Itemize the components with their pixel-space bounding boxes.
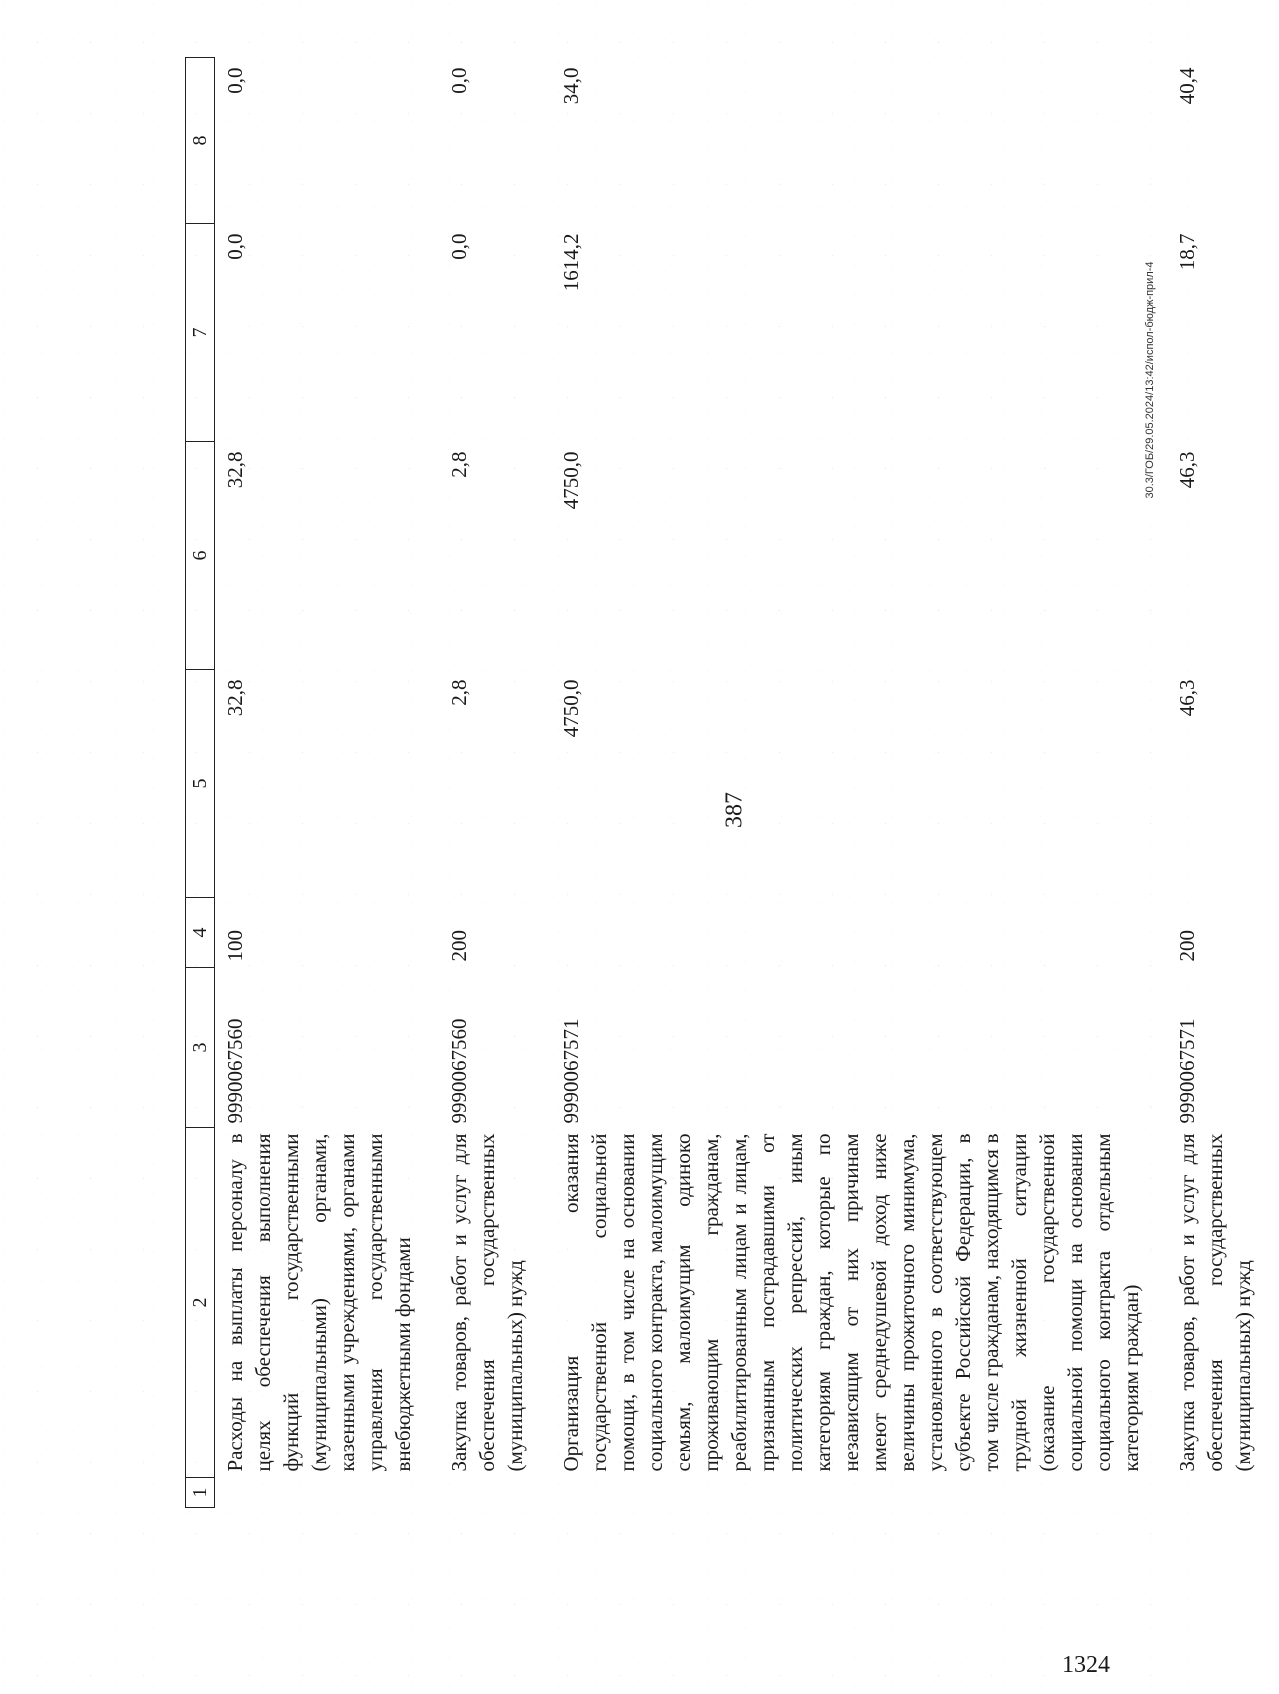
header-col-8: 8 xyxy=(186,58,215,224)
row-value-8: 0,0 xyxy=(223,67,247,94)
row-type: 200 xyxy=(447,930,471,962)
row-type: 100 xyxy=(223,930,247,962)
row-col1 xyxy=(551,1478,1167,1508)
row-name: Закупка товаров, работ и услуг для обеспечения государственных (муниципальных) нужд xyxy=(447,1133,527,1472)
row-name: Организация оказания государственной социальной помощи, в том числе на основании социального контракта, малоимущим семьям, малоимущим одиноко проживающим гражданам, реабилитированным лицам и лицам, признанным пострадавшими от политических репрессий, иным категориям граждан, которые по независящим от них причинам имеют среднедушевой доход ниже величины прожиточного минимума, установленного в соответствующем субъекте Российской Федерации, в том числе гражданам, находящимся в трудной жизненной ситуации (оказание государственной социальной помощи на основании социального контракта отдельным категориям граждан) xyxy=(559,1133,1143,1472)
row-value-7: 1614,2 xyxy=(559,233,583,292)
row-value-5: 32,8 xyxy=(223,679,247,717)
header-col-2: 2 xyxy=(186,1128,215,1478)
row-value-5: 2,8 xyxy=(447,679,471,706)
row-value-6: 2,8 xyxy=(447,451,471,478)
row-type xyxy=(551,898,1167,968)
header-col-3: 3 xyxy=(186,968,215,1128)
header-col-1: 1 xyxy=(186,1478,215,1508)
page-number-top: 387 xyxy=(721,792,748,828)
row-code: 9990067571 xyxy=(1175,1018,1199,1124)
table-header-row xyxy=(186,58,215,1508)
row-value-6: 46,3 xyxy=(1175,451,1199,489)
row-value-8: 0,0 xyxy=(447,67,471,94)
row-name: Закупка товаров, работ и услуг для обеспечения государственных (муниципальных) нужд xyxy=(1175,1133,1255,1472)
document-footer-path: 30.3/ГОБ/29.05.2024/13:42/испол-бюдж-прил-4 xyxy=(1144,261,1156,499)
row-code: 9990067571 xyxy=(559,1018,583,1124)
row-code: 9990067560 xyxy=(223,1018,247,1124)
row-value-6: 32,8 xyxy=(223,451,247,489)
row-col1 xyxy=(439,1478,551,1508)
row-value-8: 34,0 xyxy=(559,67,583,105)
row-value-7: 0,0 xyxy=(447,233,471,260)
table-row xyxy=(1167,58,1279,1508)
row-col1 xyxy=(1167,1478,1279,1508)
row-value-6: 4750,0 xyxy=(559,451,583,510)
header-col-4: 4 xyxy=(186,898,215,968)
header-col-6: 6 xyxy=(186,442,215,670)
row-type: 200 xyxy=(1175,930,1199,962)
row-value-7: 0,0 xyxy=(223,233,247,260)
row-name: Расходы на выплаты персоналу в целях обеспечения выполнения функций государственными (муниципальными) органами, казенными учреждениями, органами управления государственными внебюджетными фондами xyxy=(223,1133,415,1472)
header-col-5: 5 xyxy=(186,670,215,898)
row-value-8: 40,4 xyxy=(1175,67,1199,105)
page-number-bottom: 1324 xyxy=(1062,1652,1110,1678)
table-row xyxy=(551,58,1167,1508)
table-row xyxy=(215,58,440,1508)
row-code: 9990067560 xyxy=(447,1018,471,1124)
budget-table xyxy=(185,57,1279,1508)
row-col1 xyxy=(215,1478,440,1508)
header-col-7: 7 xyxy=(186,224,215,442)
table-row xyxy=(439,58,551,1508)
row-value-7: 18,7 xyxy=(1175,233,1199,271)
row-value-5: 4750,0 xyxy=(559,679,583,738)
row-value-5: 46,3 xyxy=(1175,679,1199,717)
